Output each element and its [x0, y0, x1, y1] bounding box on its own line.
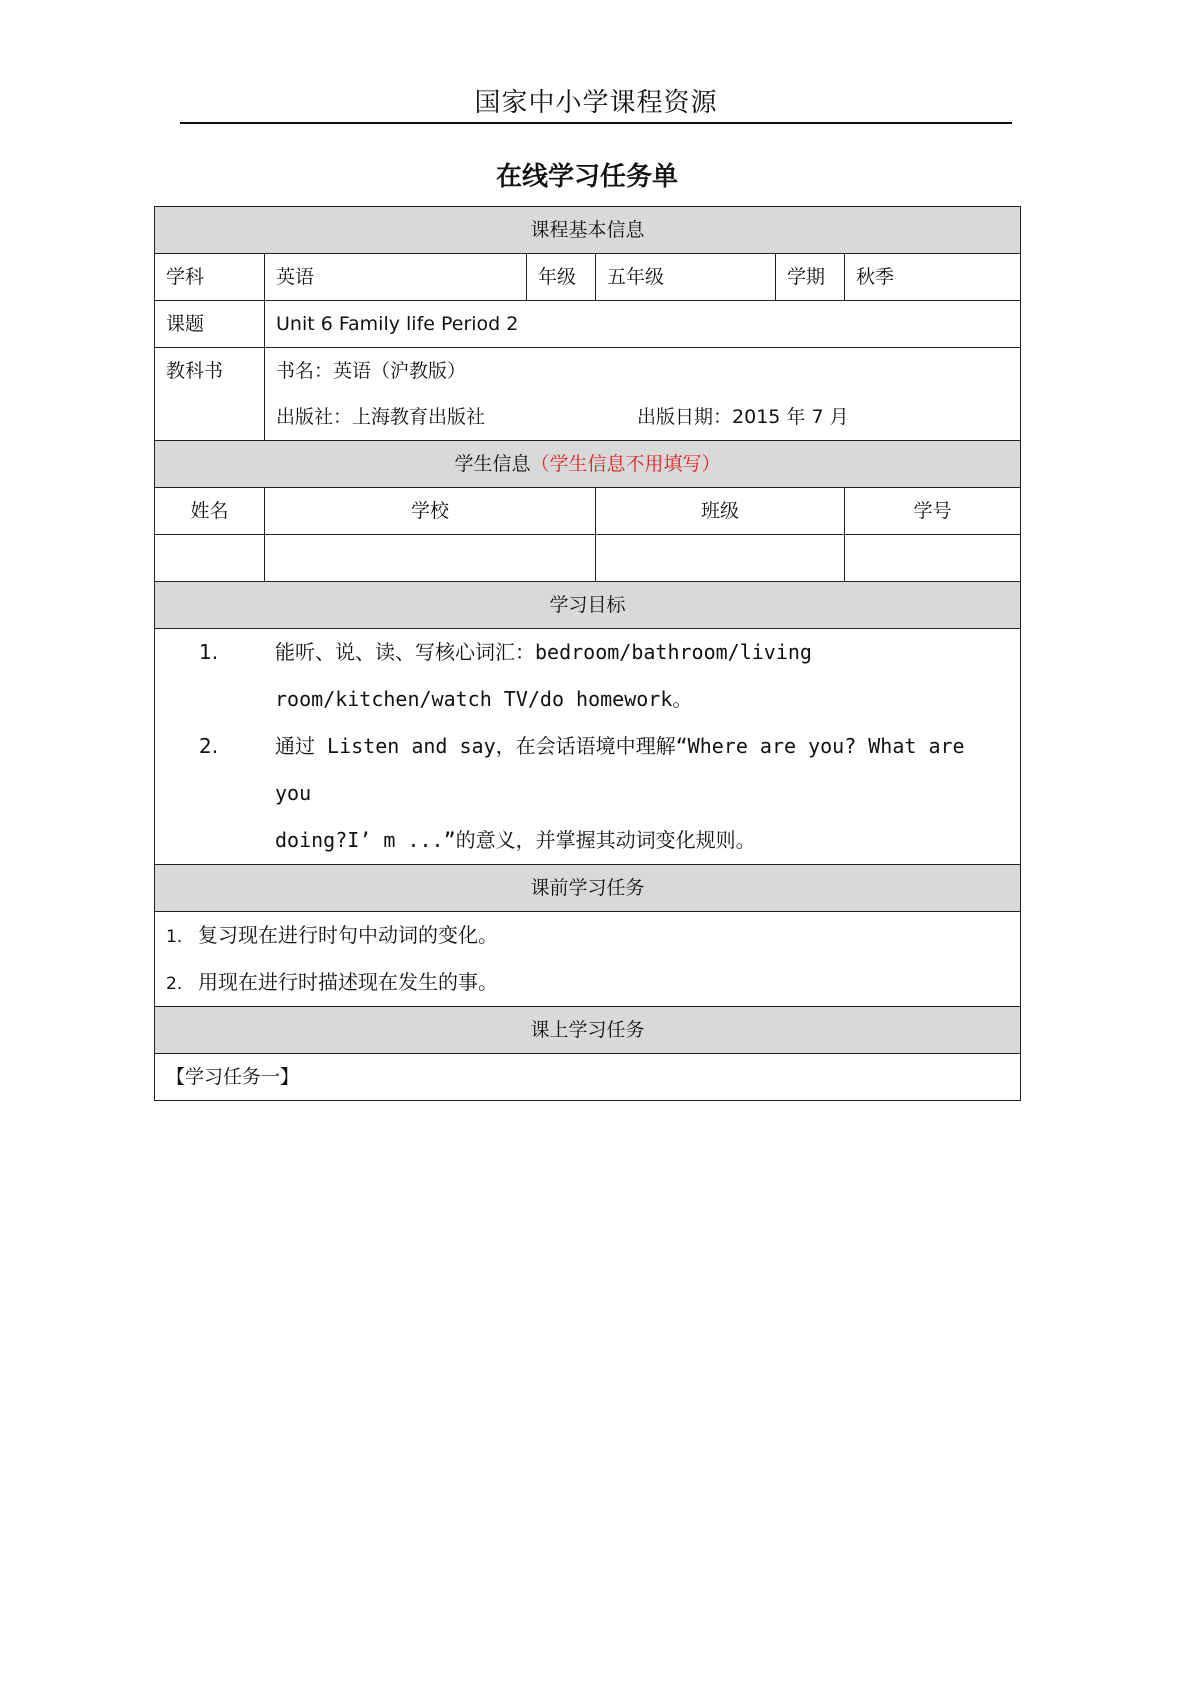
student-info-section-title — [155, 441, 1021, 488]
grade-label: 年级 — [527, 254, 596, 301]
student-id-label: 学号 — [845, 488, 1021, 535]
goals-header-row — [155, 582, 1021, 629]
subject-label: 学科 — [155, 254, 265, 301]
in-class-header-row — [155, 1007, 1021, 1054]
pre-class-content — [155, 912, 1021, 1007]
textbook-label-cell — [155, 348, 265, 441]
pre-class-item-number: 1. — [166, 927, 183, 947]
topic-row — [155, 301, 1021, 348]
course-info-header-row — [155, 207, 1021, 254]
in-class-task1-row — [155, 1054, 1021, 1101]
goal-number: 1. — [199, 640, 219, 664]
pre-class-item — [166, 959, 1009, 1006]
student-info-input-row — [155, 535, 1021, 582]
goals-section-title: 学习目标 — [155, 582, 1021, 629]
goals-content — [155, 629, 1021, 865]
goal-text-line: room/kitchen/watch TV/do homework。 — [275, 687, 693, 711]
publish-date: 出版日期：2015 年 7 月 — [637, 406, 849, 428]
learning-task-one-label: 【学习任务一】 — [155, 1054, 1021, 1101]
topic-value: Unit 6 Family life Period 2 — [265, 301, 1021, 348]
subject-value: 英语 — [265, 254, 527, 301]
document-title: 在线学习任务单 — [495, 162, 678, 192]
school-label: 学校 — [265, 488, 596, 535]
pre-class-item — [166, 912, 1009, 959]
term-value: 秋季 — [845, 254, 1021, 301]
goal-item — [155, 629, 1020, 723]
pre-class-section-title: 课前学习任务 — [155, 865, 1021, 912]
in-class-section-title: 课上学习任务 — [155, 1007, 1021, 1054]
textbook-details — [265, 348, 1021, 441]
name-label: 姓名 — [155, 488, 265, 535]
header-divider — [180, 122, 1012, 124]
student-info-label: 学生信息 — [454, 453, 531, 475]
pre-class-content-row — [155, 912, 1021, 1007]
course-info-section-title: 课程基本信息 — [155, 207, 1021, 254]
pre-class-header-row — [155, 865, 1021, 912]
publisher-line — [276, 394, 1009, 440]
student-info-labels-row — [155, 488, 1021, 535]
book-name: 书名：英语（沪教版） — [276, 360, 467, 382]
publisher: 出版社：上海教育出版社 — [276, 406, 486, 428]
pre-class-item-number: 2. — [166, 974, 183, 994]
goal-text-line: 能听、说、读、写核心词汇：bedroom/bathroom/living — [275, 640, 812, 664]
term-label: 学期 — [776, 254, 845, 301]
topic-label: 课题 — [155, 301, 265, 348]
school-field — [265, 535, 596, 582]
task-sheet-table — [154, 206, 1021, 1101]
goals-content-row — [155, 629, 1021, 865]
pre-class-item-text: 用现在进行时描述现在发生的事。 — [198, 970, 498, 994]
grade-value: 五年级 — [596, 254, 776, 301]
student-info-header-row — [155, 441, 1021, 488]
textbook-label: 教科书 — [166, 360, 224, 382]
goal-text-line: 通过 Listen and say，在会话语境中理解“Where are you? What are you — [275, 734, 965, 805]
name-field — [155, 535, 265, 582]
subject-row — [155, 254, 1021, 301]
goal-text-line: doing?I’ m ...”的意义，并掌握其动词变化规则。 — [275, 828, 756, 852]
class-label: 班级 — [596, 488, 845, 535]
class-field — [596, 535, 845, 582]
pre-class-item-text: 复习现在进行时句中动词的变化。 — [198, 923, 498, 947]
site-header-title: 国家中小学课程资源 — [474, 88, 718, 118]
goal-number: 2. — [199, 734, 219, 758]
textbook-row — [155, 348, 1021, 441]
student-info-note: （学生信息不用填写） — [530, 453, 721, 475]
goal-item — [155, 723, 1020, 864]
student-id-field — [845, 535, 1021, 582]
